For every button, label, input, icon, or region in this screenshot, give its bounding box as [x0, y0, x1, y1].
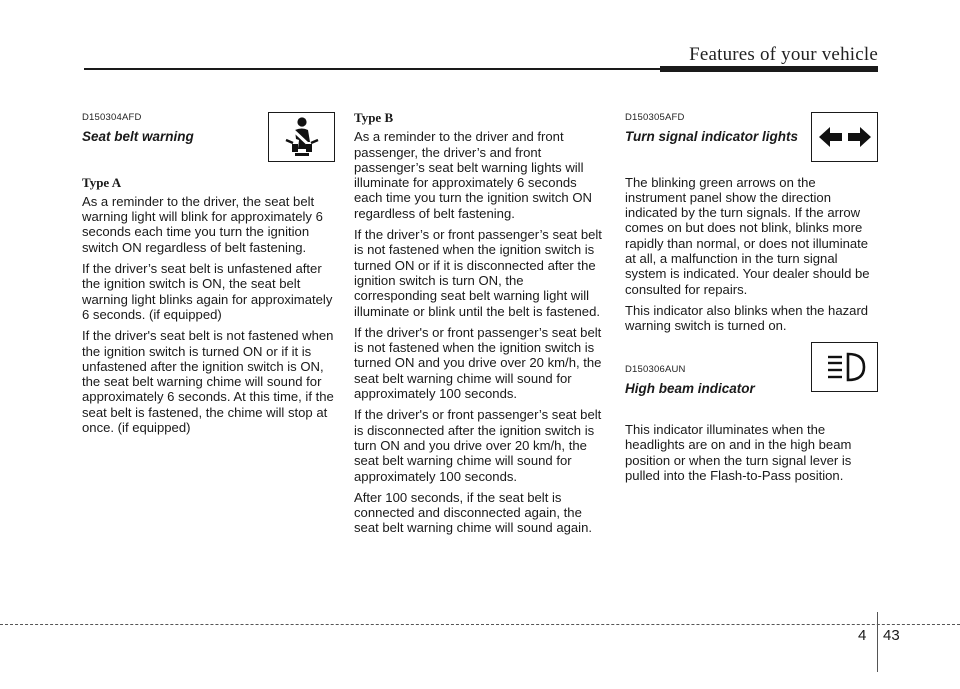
footer-divider — [877, 612, 878, 672]
turn-signal-paragraph: This indicator also blinks when the hazard warning switch is turned on. — [625, 302, 869, 334]
high-beam-paragraph: This indicator illuminates when the headlights are on and in the high beam position or when the turn signal lever is pulled into the Flash-to-Pass position. — [625, 422, 852, 484]
page-number: 43 — [883, 627, 900, 644]
seat-belt-heading: Seat belt warning — [82, 129, 194, 145]
column-2 — [354, 110, 606, 542]
type-a-paragraph: If the driver’s seat belt is unfastened after the ignition switch is ON, the seat belt warning light blinks again for approximately 6 seconds. (if equipped) — [82, 261, 333, 322]
high-beam-icon — [811, 342, 878, 392]
turn-signal-paragraph: The blinking green arrows on the instrument panel show the direction indicated by the turn signals. If the arrow comes on but does not blink, blinks more rapidly than normal, or does not illuminate at all, a malfunction in the turn signal system is indicated. Your dealer should be consulted for repairs. — [625, 174, 870, 297]
type-b-paragraph: If the driver’s or front passenger’s seat belt is not fastened when the ignition switch is turned ON or if it is disconnected after the ignition switch is turn ON, the corresponding seat belt warning light will illuminate or blink until the belt is fastened. — [354, 227, 602, 319]
chapter-number: 4 — [858, 627, 867, 644]
page-header-title: Features of your vehicle — [689, 44, 878, 65]
turn-signal-code: D150305AFD — [625, 112, 685, 123]
seat-belt-warning-icon — [268, 112, 335, 162]
type-a-label: Type A — [82, 174, 122, 190]
seat-belt-code: D150304AFD — [82, 112, 142, 123]
column-3 — [625, 110, 877, 489]
type-b-paragraph: If the driver's or front passenger’s seat belt is not fastened when the ignition switch is turned ON and you drive over 20 km/h, the seat belt warning chime will sound for approximately 100 seconds. — [354, 324, 602, 402]
type-b-paragraph: If the driver's or front passenger’s seat belt is disconnected after the ignition switch is turn ON and you drive over 20 km/h, the seat belt warning chime will sound for approximately 100 seconds. — [354, 407, 602, 484]
high-beam-heading: High beam indicator — [625, 380, 755, 396]
type-b-paragraph: As a reminder to the driver and front passenger, the driver’s and front passenger’s seat belt warning lights will illuminate for approximately 6 seconds each time you turn the ignition switch ON regardless of belt fastening. — [354, 129, 592, 221]
turn-signal-arrows-icon — [811, 112, 878, 162]
type-b-paragraph: After 100 seconds, if the seat belt is connected and disconnected again, the seat belt warning chime will sound again. — [354, 489, 593, 536]
type-a-paragraph: As a reminder to the driver, the seat belt warning light will blink for approximately 6 seconds each time you turn the ignition switch ON regardless of belt fastening. — [82, 193, 323, 255]
footer-rule — [0, 624, 960, 625]
type-b-label: Type B — [354, 110, 394, 125]
turn-signal-heading: Turn signal indicator lights — [625, 129, 799, 145]
high-beam-code: D150306AUN — [625, 363, 686, 375]
type-a-paragraph: If the driver's seat belt is not fastened when the ignition switch is turned ON or if it is unfastened after the ignition switch is ON, the seat belt warning chime will sound for approximately 6 seconds. At this time, if the seat belt is fastened, the chime will stop at once. (if equipped) — [82, 328, 334, 436]
header-tab — [660, 66, 878, 72]
